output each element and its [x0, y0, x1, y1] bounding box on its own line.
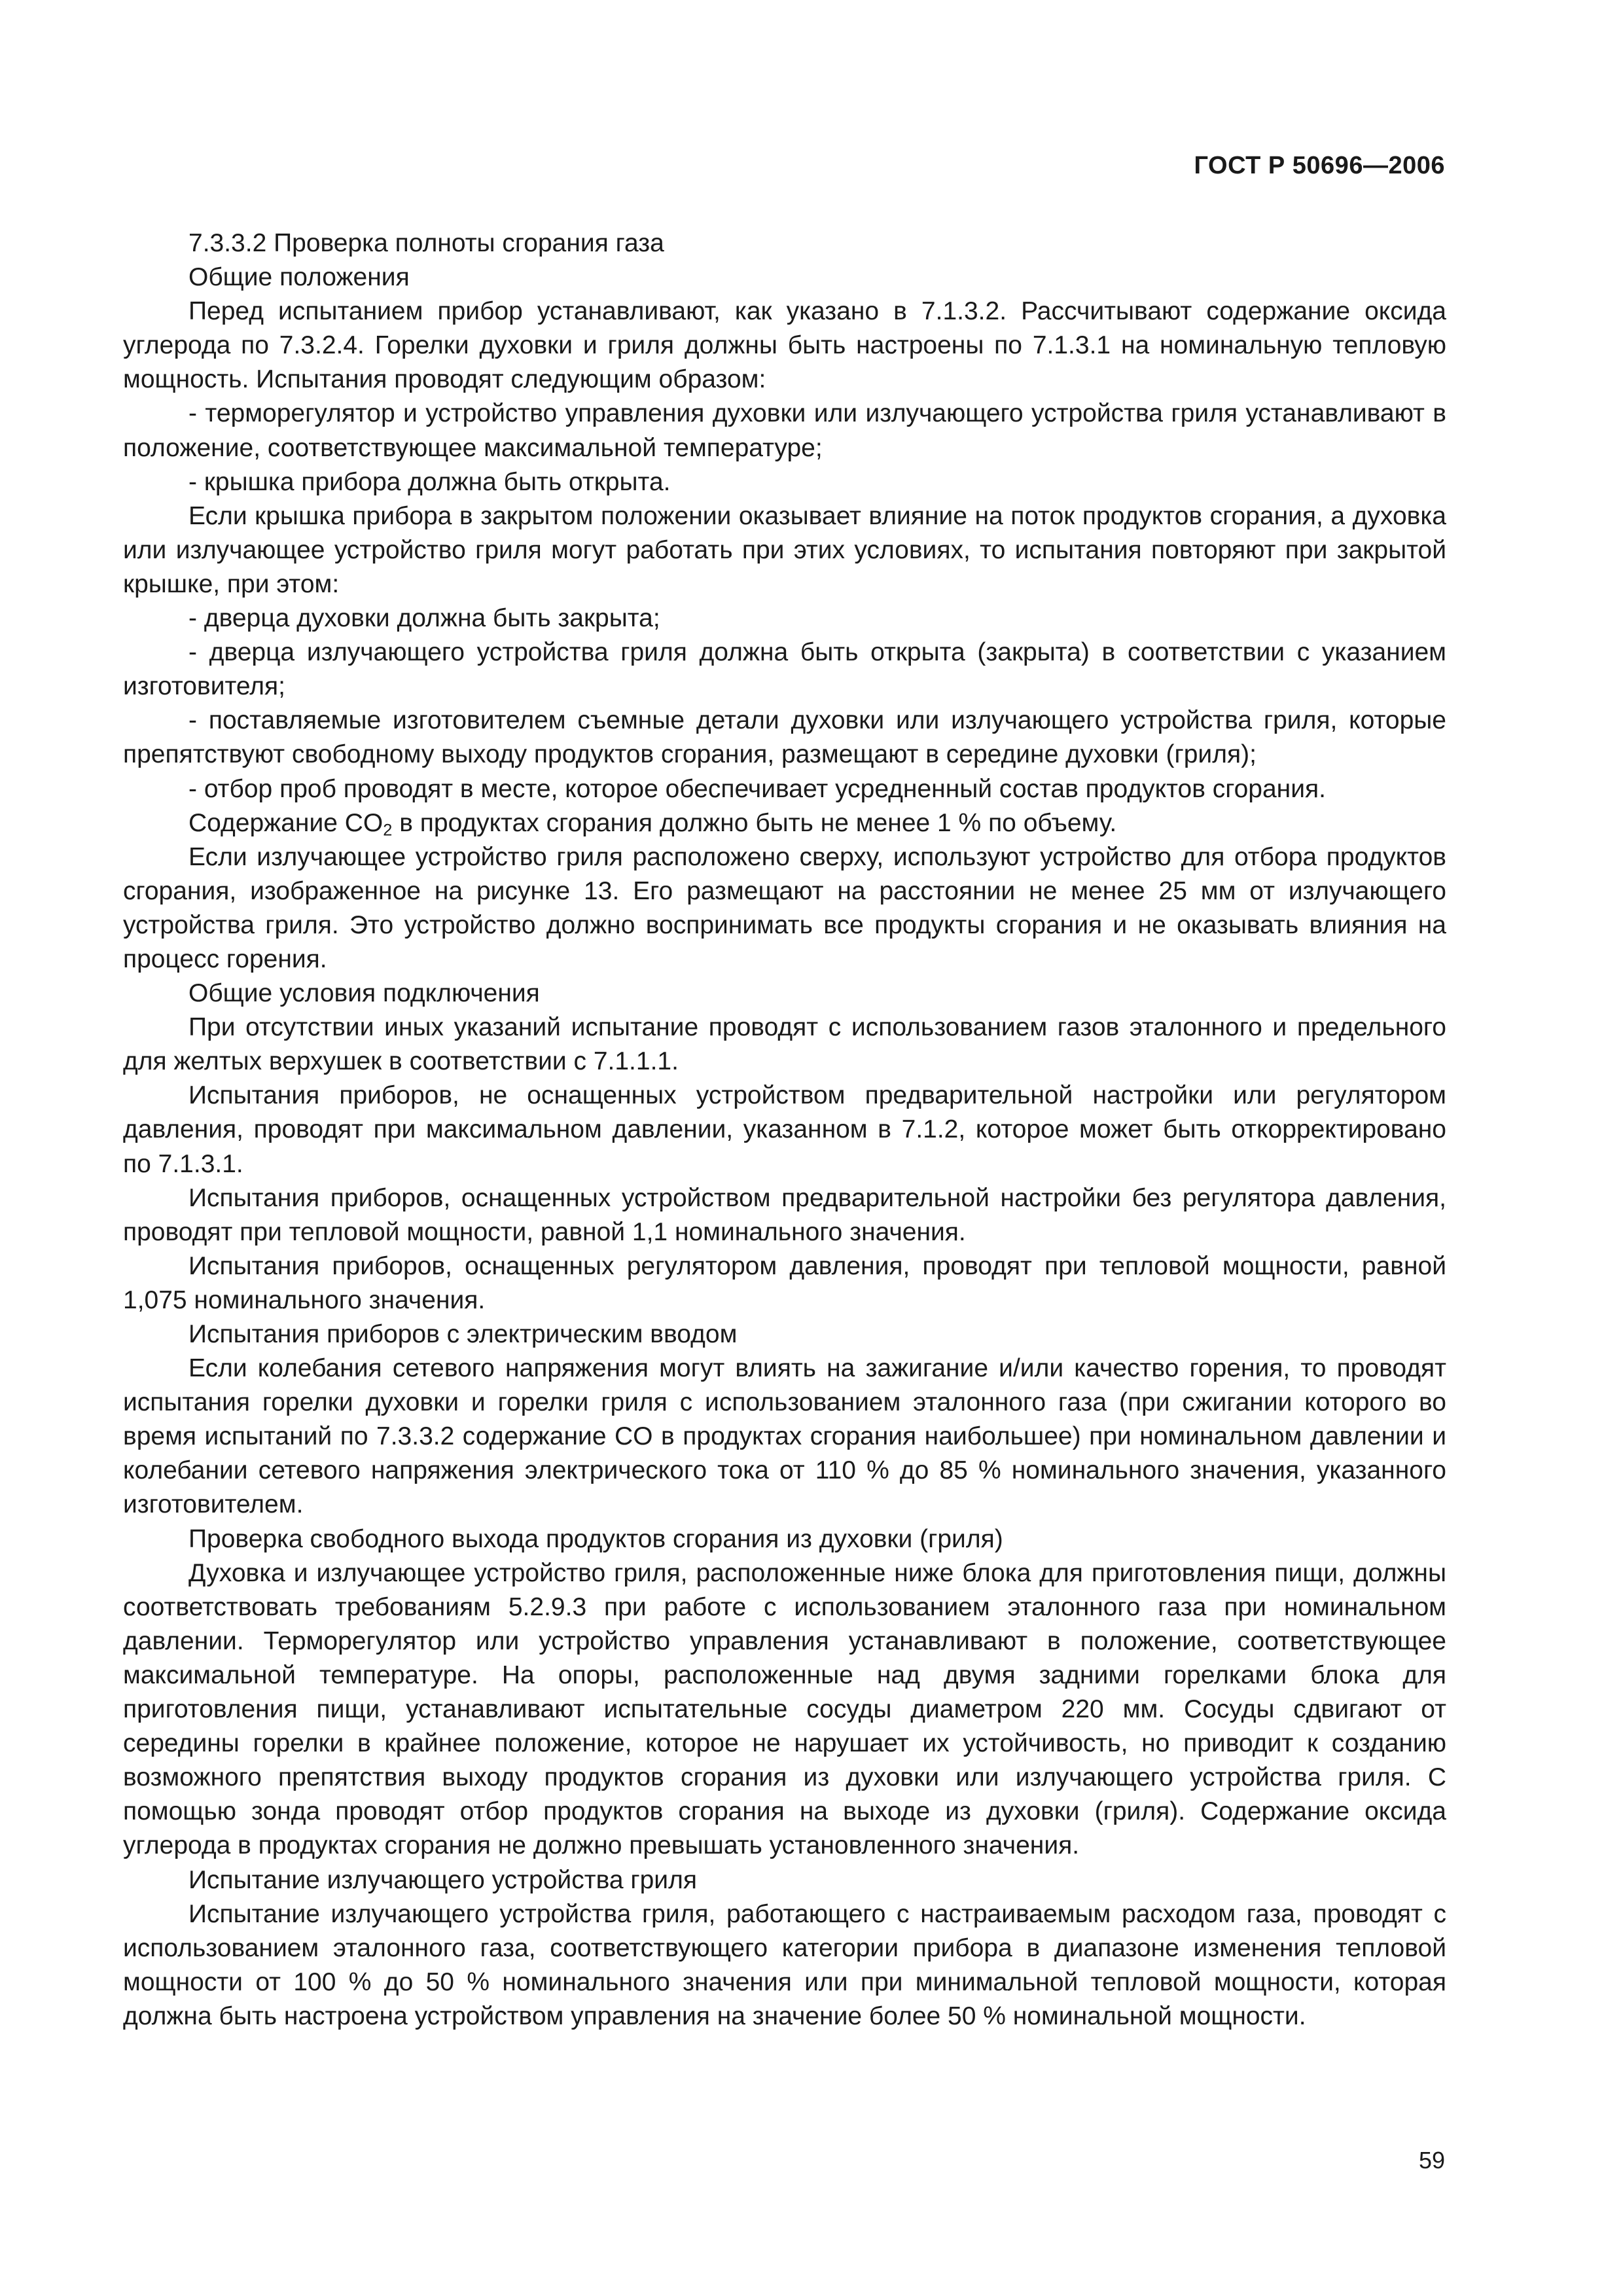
- paragraph: Если излучающее устройство гриля расположено сверху, используют устройство для отбора продуктов сгорания, изображенное на рисунке 13. Его размещают на расстоянии не менее 25 мм от излучающего устройства гриля. Это устройство должно воспринимать все продукты сгорания и не оказывать влияния на процесс горения.: [123, 842, 1446, 973]
- list-item: - поставляемые изготовителем съемные детали духовки или излучающего устройства гриля, которые препятствуют свободному выходу продуктов сгорания, размещают в середине духовки (гриля);: [123, 706, 1446, 769]
- list-item: - дверца духовки должна быть закрыта;: [188, 604, 660, 633]
- document-body: [123, 226, 1446, 2034]
- document-code-header: ГОСТ Р 50696—2006: [1194, 152, 1445, 179]
- paragraph: Испытания приборов, не оснащенных устройством предварительной настройки или регулятором давления, проводят при максимальном давлении, указанном в 7.1.2, которое может быть откорректировано по 7.1.3.1.: [123, 1081, 1446, 1178]
- list-item: - дверца излучающего устройства гриля должна быть открыта (закрыта) в соответствии с указанием изготовителя;: [123, 638, 1446, 701]
- paragraph: Испытания приборов, оснащенных устройством предварительной настройки без регулятора давления, проводят при тепловой мощности, равной 1,1 номинального значения.: [123, 1183, 1446, 1246]
- paragraph-co2: [123, 806, 1446, 840]
- subsection-title: Общие условия подключения: [188, 979, 540, 1008]
- subsection-title: Испытания приборов с электрическим вводом: [188, 1320, 738, 1348]
- section-heading: 7.3.3.2 Проверка полноты сгорания газа: [188, 229, 664, 257]
- paragraph: Перед испытанием прибор устанавливают, как указано в 7.1.3.2. Рассчитывают содержание оксида углерода по 7.3.2.4. Горелки духовки и гриля должны быть настроены по 7.1.3.1 на номинальную тепловую мощность. Испытания проводят следующим образом:: [123, 297, 1446, 394]
- paragraph: Если колебания сетевого напряжения могут влиять на зажигание и/или качество горения, то проводят испытания горелки духовки и горелки гриля с использованием эталонного газа (при сжигании которого во время испытаний по 7.3.3.2 содержание CO в продуктах сгорания наибольшее) при номинальном давлении и колебании сетевого напряжения электрического тока от 110 % до 85 % номинального значения, указанного изготовителем.: [123, 1354, 1446, 1519]
- list-item: - терморегулятор и устройство управления духовки или излучающего устройства гриля устанавливают в положение, соответствующее максимальной температуре;: [123, 399, 1446, 462]
- co2-text-end: в продуктах сгорания должно быть не менее 1 % по объему.: [392, 808, 1117, 837]
- paragraph: При отсутствии иных указаний испытание проводят с использованием газов эталонного и предельного для желтых верхушек в соответствии с 7.1.1.1.: [123, 1013, 1446, 1076]
- paragraph: Духовка и излучающее устройство гриля, расположенные ниже блока для приготовления пищи, должны соответствовать требованиям 5.2.9.3 при работе с использованием эталонного газа при номинальном давлении. Терморегулятор или устройство управления устанавливают в положение, соответствующее максимальной температуре. На опоры, расположенные над двумя задними горелками блока для приготовления пищи, устанавливают испытательные сосуды диаметром 220 мм. Сосуды сдвигают от середины горелки в крайнее положение, которое не нарушает их устойчивость, но приводит к созданию возможного препятствия выходу продуктов сгорания из духовки или излучающего устройства гриля. С помощью зонда проводят отбор продуктов сгорания на выходе из духовки (гриля). Содержание оксида углерода в продуктах сгорания не должно превышать установленного значения.: [123, 1558, 1446, 1860]
- paragraph: Испытания приборов, оснащенных регулятором давления, проводят при тепловой мощности, равной 1,075 номинального значения.: [123, 1251, 1446, 1314]
- co2-subscript: 2: [383, 820, 393, 839]
- list-item: - крышка прибора должна быть открыта.: [188, 467, 671, 496]
- page-number: 59: [1418, 2147, 1445, 2174]
- list-item: - отбор проб проводят в месте, которое обеспечивает усредненный состав продуктов сгорания.: [188, 774, 1326, 803]
- paragraph: Если крышка прибора в закрытом положении оказывает влияние на поток продуктов сгорания, а духовка или излучающее устройство гриля могут работать при этих условиях, то испытания повторяют при закрытой крышке, при этом:: [123, 501, 1446, 598]
- subsection-title: Общие положения: [188, 263, 410, 292]
- co2-text-start: Содержание CO: [188, 808, 383, 837]
- subsection-title: Испытание излучающего устройства гриля: [188, 1865, 697, 1894]
- subsection-title: Проверка свободного выхода продуктов сгорания из духовки (гриля): [188, 1524, 1003, 1553]
- paragraph: Испытание излучающего устройства гриля, работающего с настраиваемым расходом газа, проводят с использованием эталонного газа, соответствующего категории прибора в диапазоне изменения тепловой мощности от 100 % до 50 % номинального значения или при минимальной тепловой мощности, которая должна быть настроена устройством управления на значение более 50 % номинальной мощности.: [123, 1899, 1446, 2030]
